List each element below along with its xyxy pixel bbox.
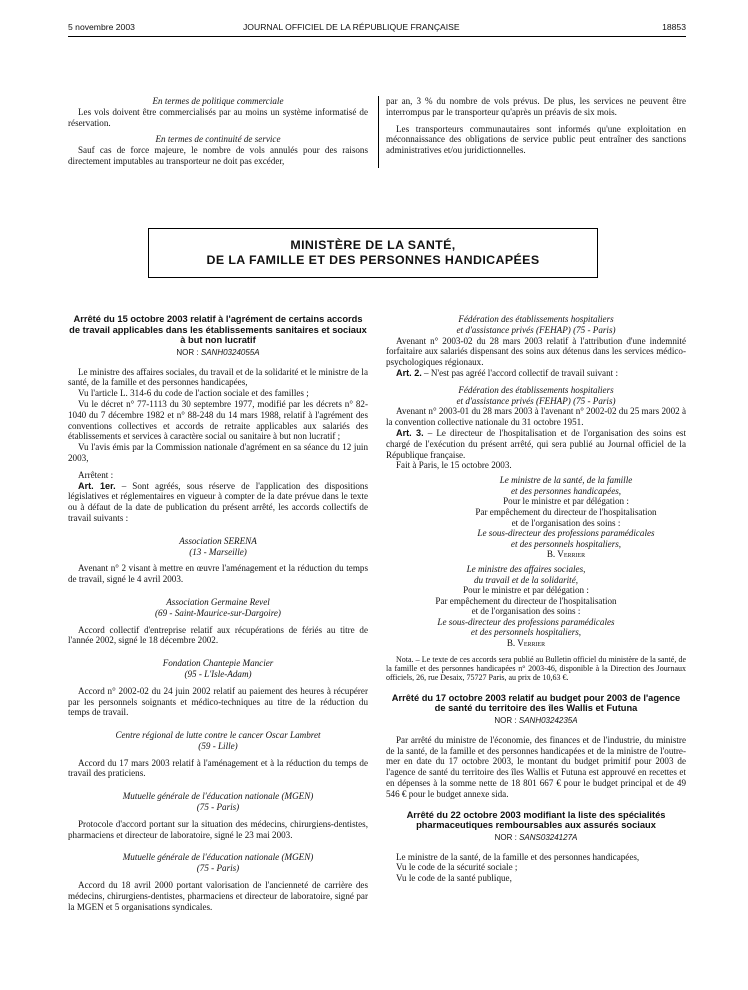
org-location: (13 - Marseille) (189, 546, 247, 557)
org-name: Mutuelle générale de l'éducation nationale (MGEN) (122, 852, 314, 863)
header-date: 5 novembre 2003 (68, 22, 135, 32)
org-name: Mutuelle générale de l'éducation nationale (MGEN) (122, 791, 314, 802)
paragraph: Vu l'avis émis par la Commission nationale d'agrément en sa séance du 12 juin 2003, (68, 442, 368, 463)
nor-reference: NOR : SANH0324055A (176, 347, 260, 357)
org-name: Association SERENA (179, 535, 257, 546)
org-name: Fédération des établissements hospitaliers (458, 314, 614, 324)
paragraph: Le ministre des affaires sociales, du travail et de la solidarité et le ministre de la santé, de la famille et des personnes handicapées, (68, 366, 368, 388)
paragraph: Vu le code de la santé publique, (396, 873, 512, 884)
paragraph: Le ministre de la santé, de la famille et des personnes handicapées, (396, 851, 640, 862)
paragraph: Vu le décret n° 77-1113 du 30 septembre 1977, modifié par les décrets n° 82-1040 du 7 décembre 1982 et n° 88-248 du 14 mars 1988, relatif à l'agrément des conventions collectives et accords de retraite applicables aux salariés des établissements et services à caractère social ou sanitaire à but non lucratif ; (68, 398, 368, 442)
right-column (386, 314, 686, 884)
article-2: Art. 2. – N'est pas agréé l'accord collectif de travail suivant : (396, 367, 618, 378)
org-location: (75 - Paris) (196, 802, 240, 813)
top-right-column (386, 96, 686, 156)
paragraph: Accord du 17 mars 2003 relatif à l'aménagement et à la réduction du temps de travail des praticiens. (68, 757, 368, 779)
ministry-heading-box (148, 228, 598, 278)
org-location: et d'assistance privés (FEHAP) (75 - Paris) (456, 395, 616, 406)
ministry-title-line: MINISTÈRE DE LA SANTÉ, (290, 238, 456, 252)
decree-title: Arrêté du 17 octobre 2003 relatif au budget pour 2003 de l'agence de santé du territoire des îles Wallis et Futuna (391, 692, 681, 714)
decree-title: Arrêté du 15 octobre 2003 relatif à l'agrément de certains accords de travail applicables dans les établissements sanitaires et sociaux à but non lucratif (69, 314, 367, 346)
org-location: (69 - Saint-Maurice-sur-Dargoire) (155, 607, 281, 618)
page-header (68, 22, 686, 34)
paragraph: Accord du 18 avril 2000 portant valorisation de l'ancienneté de carrière des médecins, chirurgiens-dentistes, pharmaciens et directeur de laboratoire, signé par la MGEN et 5 organisations syndicales. (68, 880, 368, 912)
top-left-column (68, 96, 368, 167)
org-name: Association Germaine Revel (166, 596, 270, 607)
paragraph: Accord collectif d'entreprise relatif aux récupérations de fériés au titre de l'année 2002, signé le 18 décembre 2002. (68, 624, 368, 646)
nota-note: Nota. – Le texte de ces accords sera publié au Bulletin officiel du ministère de la santé, de la famille et des personnes handicapées n° 2003-46, disponible à la Direction des Journaux officiels, 26, rue Desaix, 75727 Paris, au prix de 10,63 €. (386, 654, 686, 683)
ministry-title-line: DE LA FAMILLE ET DES PERSONNES HANDICAPÉES (206, 253, 540, 267)
paragraph: Sauf cas de force majeure, le nombre de vols annulés pour des raisons directement imputables au transporteur ne doit pas excéder, (68, 145, 368, 166)
org-name: Fédération des établissements hospitaliers (458, 384, 614, 395)
org-name: Fondation Chantepie Mancier (162, 658, 274, 669)
signature-block-2: Le ministre des affaires sociales, du travail et de la solidarité, Pour le ministre et par délégation : Par empêchement du directeur de l'hospitalisation et de l'organisation des soins : Le sous-directeur des professions paramédicales et des personnels hospitaliers, B. Verrier (435, 563, 617, 649)
article-1: Art. 1er. – Sont agréés, sous réserve de l'application des dispositions législatives et réglementaires en vigueur à compter de la date prévue dans le texte ou à défaut de la date de publication du présent arrêté, les accords collectifs de travail suivants : (68, 480, 368, 523)
paragraph: Par arrêté du ministre de l'économie, des finances et de l'industrie, du ministre de la santé, de la famille et des personnes handicapées et de la ministre de l'outre-mer en date du 17 octobre 2003, le montant du budget primitif pour 2003 de l'agence de santé du territoire des îles Wallis et Futuna est approuvé en recettes et en dépenses à la somme nette de 18 801 667 € pour le budget principal et de 49 546 € pour le budget annexe sida. (386, 734, 686, 799)
column-divider (378, 96, 379, 168)
signature-block-1: Le ministre de la santé, de la famille et des personnes handicapées, Pour le ministre et par délégation : Par empêchement du directeur de l'hospitalisation et de l'organisation des soins : Le sous-directeur des professions paramédicales et des personnels hospitaliers, B. Verrier (475, 475, 657, 560)
org-location: (59 - Lille) (198, 740, 238, 751)
paragraph: Les transporteurs communautaires sont informés qu'une exploitation en méconnaissance des obligations de service public peut entraîner des sanctions administratives et/ou juridictionnelles. (386, 123, 686, 156)
org-location: (75 - Paris) (196, 863, 240, 874)
section-heading: En termes de politique commerciale (152, 96, 284, 106)
paragraph: Fait à Paris, le 15 octobre 2003. (396, 460, 512, 471)
org-name: Centre régional de lutte contre le cancer Oscar Lambret (115, 730, 321, 741)
paragraph: Avenant n° 2003-01 du 28 mars 2003 à l'avenant n° 2002-02 du 25 mars 2002 à la convention collective nationale du 31 octobre 1951. (386, 406, 686, 428)
paragraph: Accord n° 2002-02 du 24 juin 2002 relatif au paiement des heures à récupérer par les personnels soignants et médico-techniques au titre de la réduction du temps de travail. (68, 685, 368, 718)
paragraph: Vu le code de la sécurité sociale ; (396, 862, 518, 873)
header-rule (68, 36, 686, 37)
nor-reference: NOR : SANS0324127A (494, 832, 578, 842)
paragraph: Protocole d'accord portant sur la situation des médecins, chirurgiens-dentistes, pharmaciens et directeur de laboratoire, signé le 23 mai 2003. (68, 818, 368, 840)
paragraph: Avenant n° 2003-02 du 28 mars 2003 relatif à l'attribution d'une indemnité forfaitaire aux salariés dispensant des soins aux détenus dans les services médico-psychologiques régionaux. (386, 335, 686, 368)
paragraph: Vu l'article L. 314-6 du code de l'action sociale et des familles ; (78, 388, 309, 399)
decree-title: Arrêté du 22 octobre 2003 modifiant la liste des spécialités pharmaceutiques remboursables aux assurés sociaux (406, 809, 666, 831)
paragraph: par an, 3 % du nombre de vols prévus. De plus, les services ne peuvent être interrompus par le transporteur qu'après un préavis de six mois. (386, 96, 686, 117)
article-3: Art. 3. – Le directeur de l'hospitalisation et de l'organisation des soins est chargé de l'exécution du présent arrêté, qui sera publié au Journal officiel de la République française. (386, 427, 686, 460)
header-journal-title: JOURNAL OFFICIEL DE LA RÉPUBLIQUE FRANÇAISE (243, 22, 460, 32)
org-location: et d'assistance privés (FEHAP) (75 - Paris) (456, 324, 616, 335)
header-page-number: 18853 (662, 22, 686, 32)
paragraph: Avenant n° 2 visant à mettre en œuvre l'aménagement et la réduction du temps de travail, signé le 4 avril 2003. (68, 563, 368, 585)
left-column (68, 314, 368, 912)
section-heading: En termes de continuité de service (155, 134, 281, 145)
paragraph: Les vols doivent être commercialisés par au moins un système informatisé de réservation. (68, 106, 368, 128)
org-location: (95 - L'Isle-Adam) (184, 668, 252, 679)
paragraph: Arrêtent : (78, 469, 114, 480)
nor-reference: NOR : SANH0324235A (494, 716, 578, 726)
